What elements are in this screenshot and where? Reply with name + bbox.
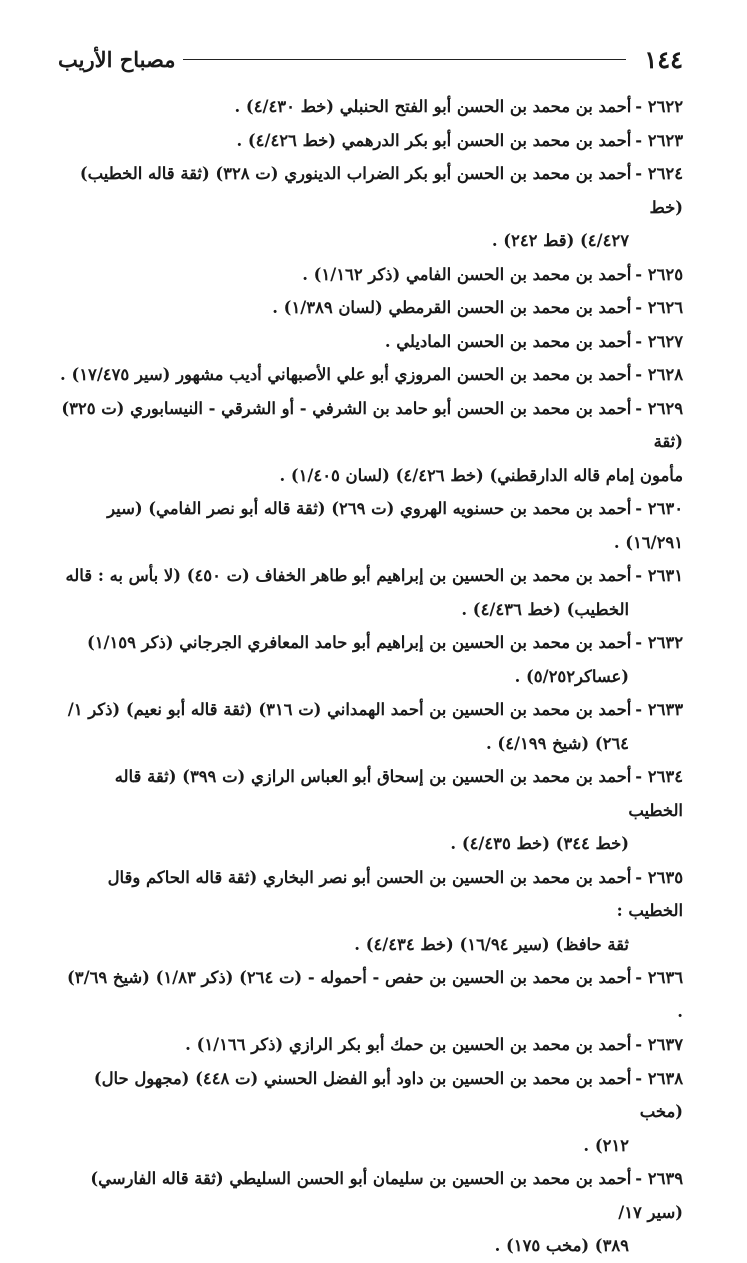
entry-number: ٢٦٣٣ - [635,700,683,719]
entry-2632-continuation: (عساكر٥/٢٥٢) . [514,666,629,686]
entry-2638 [58,1062,683,1129]
entry-2625 [58,258,683,292]
entry-text: أحمد بن محمد بن الحسن الفامي (ذكر ١/١٦٢) . [302,264,632,284]
entry-text: أحمد بن محمد بن الحسين بن إبراهيم أبو حامد المعافري الجرجاني (ذكر ١/١٥٩) [86,633,632,652]
entry-text: أحمد بن محمد بن الحسين بن الحسن أبو نصر البخاري (ثقة قاله الحاكم وقال الخطيب : [107,867,683,920]
entry-number: ٢٦٣١ - [635,566,683,585]
entry-2635 [58,861,683,928]
entry-text: أحمد بن محمد بن الحسين بن حمك أبو بكر الرازي (ذكر ١/١٦٦) . [185,1035,632,1054]
entry-number: ٢٦٢٥ - [635,264,683,284]
entry-text: أحمد بن محمد بن الحسن أبو بكر الضراب الدينوري (ت ٣٢٨) (ثقة قاله الخطيب) (خط [79,164,683,217]
entry-2633 [58,693,683,727]
entry-number: ٢٦٣٤ - [635,767,683,786]
entry-number: ٢٦٣٦ - [635,968,683,987]
entry-number: ٢٦٢٦ - [635,298,683,317]
entry-text: أحمد بن محمد بن الحسن الماديلي . [384,331,632,351]
entries-list [58,90,683,1263]
entry-number: ٢٦٣٢ - [635,633,683,652]
entry-2624 [58,157,683,224]
entry-number: ٢٦٢٤ - [635,164,683,183]
entry-text: أحمد بن محمد بن الحسين بن حفص - أحموله - (ت ٢٦٤) (ذكر ١/٨٣) (شيخ ٣/٦٩) . [67,968,683,1021]
entry-number: ٢٦٢٢ - [635,97,683,116]
entry-text: أحمد بن محمد بن الحسن أبو الفتح الحنبلي (خط ٤/٤٣٠) . [234,97,632,116]
entry-number: ٢٦٣٥ - [635,867,683,887]
book-title: مصباح الأريب [58,46,176,72]
entry-2639 [58,1162,683,1229]
entry-2628 [58,358,683,392]
entry-2630 [58,492,683,559]
entry-text: أحمد بن محمد بن الحسن أبو حامد بن الشرفي - أو الشرقي - النيسابوري (ت ٣٢٥) (ثقة [61,398,683,451]
entry-number: ٢٦٢٨ - [635,365,683,384]
entry-2633-continuation: ٢٦٤) (شيخ ٤/١٩٩) . [486,733,629,753]
entry-number: ٢٦٢٣ - [635,130,683,150]
entry-number: ٢٦٣٩ - [635,1169,683,1188]
entry-2626 [58,291,683,325]
entry-2634 [58,760,683,827]
entry-text: أحمد بن محمد بن الحسن أبو بكر الدرهمي (خط ٤/٤٢٦) . [236,130,632,150]
entry-text: أحمد بن محمد بن الحسين بن سليمان أبو الحسن السليطي (ثقة قاله الفارسي) (سير ١٧/ [90,1169,683,1222]
entry-number: ٢٦٣٨ - [635,1068,683,1088]
entry-2637 [58,1028,683,1062]
entry-2629-continuation: مأمون إمام قاله الدارقطني) (خط ٤/٤٢٦) (لسان ١/٤٠٥) . [279,465,683,485]
entry-number: ٢٦٣٧ - [635,1035,683,1054]
entry-2627 [58,325,683,359]
entry-2631 [58,559,683,593]
entry-2632 [58,626,683,660]
entry-2639-continuation: ٣٨٩) (مخب ١٧٥) . [494,1236,629,1255]
entry-2629 [58,392,683,459]
entry-2624-continuation: ٤/٤٢٧) (قط ٢٤٢) . [491,231,629,250]
entry-2623 [58,124,683,158]
entry-text: أحمد بن محمد بن الحسين بن أحمد الهمداني (ت ٣١٦) (ثقة قاله أبو نعيم) (ذكر ١/ [67,700,632,719]
entry-2622 [58,90,683,124]
entry-2634-continuation: (خط ٣٤٤) (خط ٤/٤٣٥) . [450,834,629,853]
entry-number: ٢٦٢٩ - [635,398,683,418]
entry-number: ٢٦٢٧ - [635,331,683,351]
entry-text: أحمد بن محمد بن الحسين بن إسحاق أبو العباس الرازي (ت ٣٩٩) (ثقة قاله الخطيب [114,767,683,820]
page-header [58,42,683,76]
entry-2638-continuation: ٢١٢) . [583,1135,629,1155]
entry-number: ٢٦٣٠ - [635,499,683,518]
entry-text: أحمد بن محمد بن الحسن المروزي أبو علي الأصبهاني أديب مشهور (سير ١٧/٤٧٥) . [60,365,632,384]
entry-2631-continuation: الخطيب) (خط ٤/٤٣٦) . [461,599,629,619]
page-number: ١٤٤ [644,44,683,74]
entry-2635-continuation: ثقة حافظ) (سير ١٦/٩٤) (خط ٤/٤٣٤) . [354,934,629,954]
entry-text: أحمد بن محمد بن الحسين بن إبراهيم أبو طاهر الخفاف (ت ٤٥٠) (لا بأس به : قاله [65,566,632,585]
entry-text: أحمد بن محمد بن حسنويه الهروي (ت ٢٦٩) (ثقة قاله أبو نصر الفامي) (سير ١٦/٢٩١) . [107,499,683,552]
entry-text: أحمد بن محمد بن الحسين بن داود أبو الفضل الحسني (ت ٤٤٨) (مجهول حال) (مخب [93,1068,683,1121]
header-rule [183,59,626,60]
entry-2636 [58,961,683,1028]
entry-text: أحمد بن محمد بن الحسن القرمطي (لسان ١/٣٨٩) . [272,298,632,317]
